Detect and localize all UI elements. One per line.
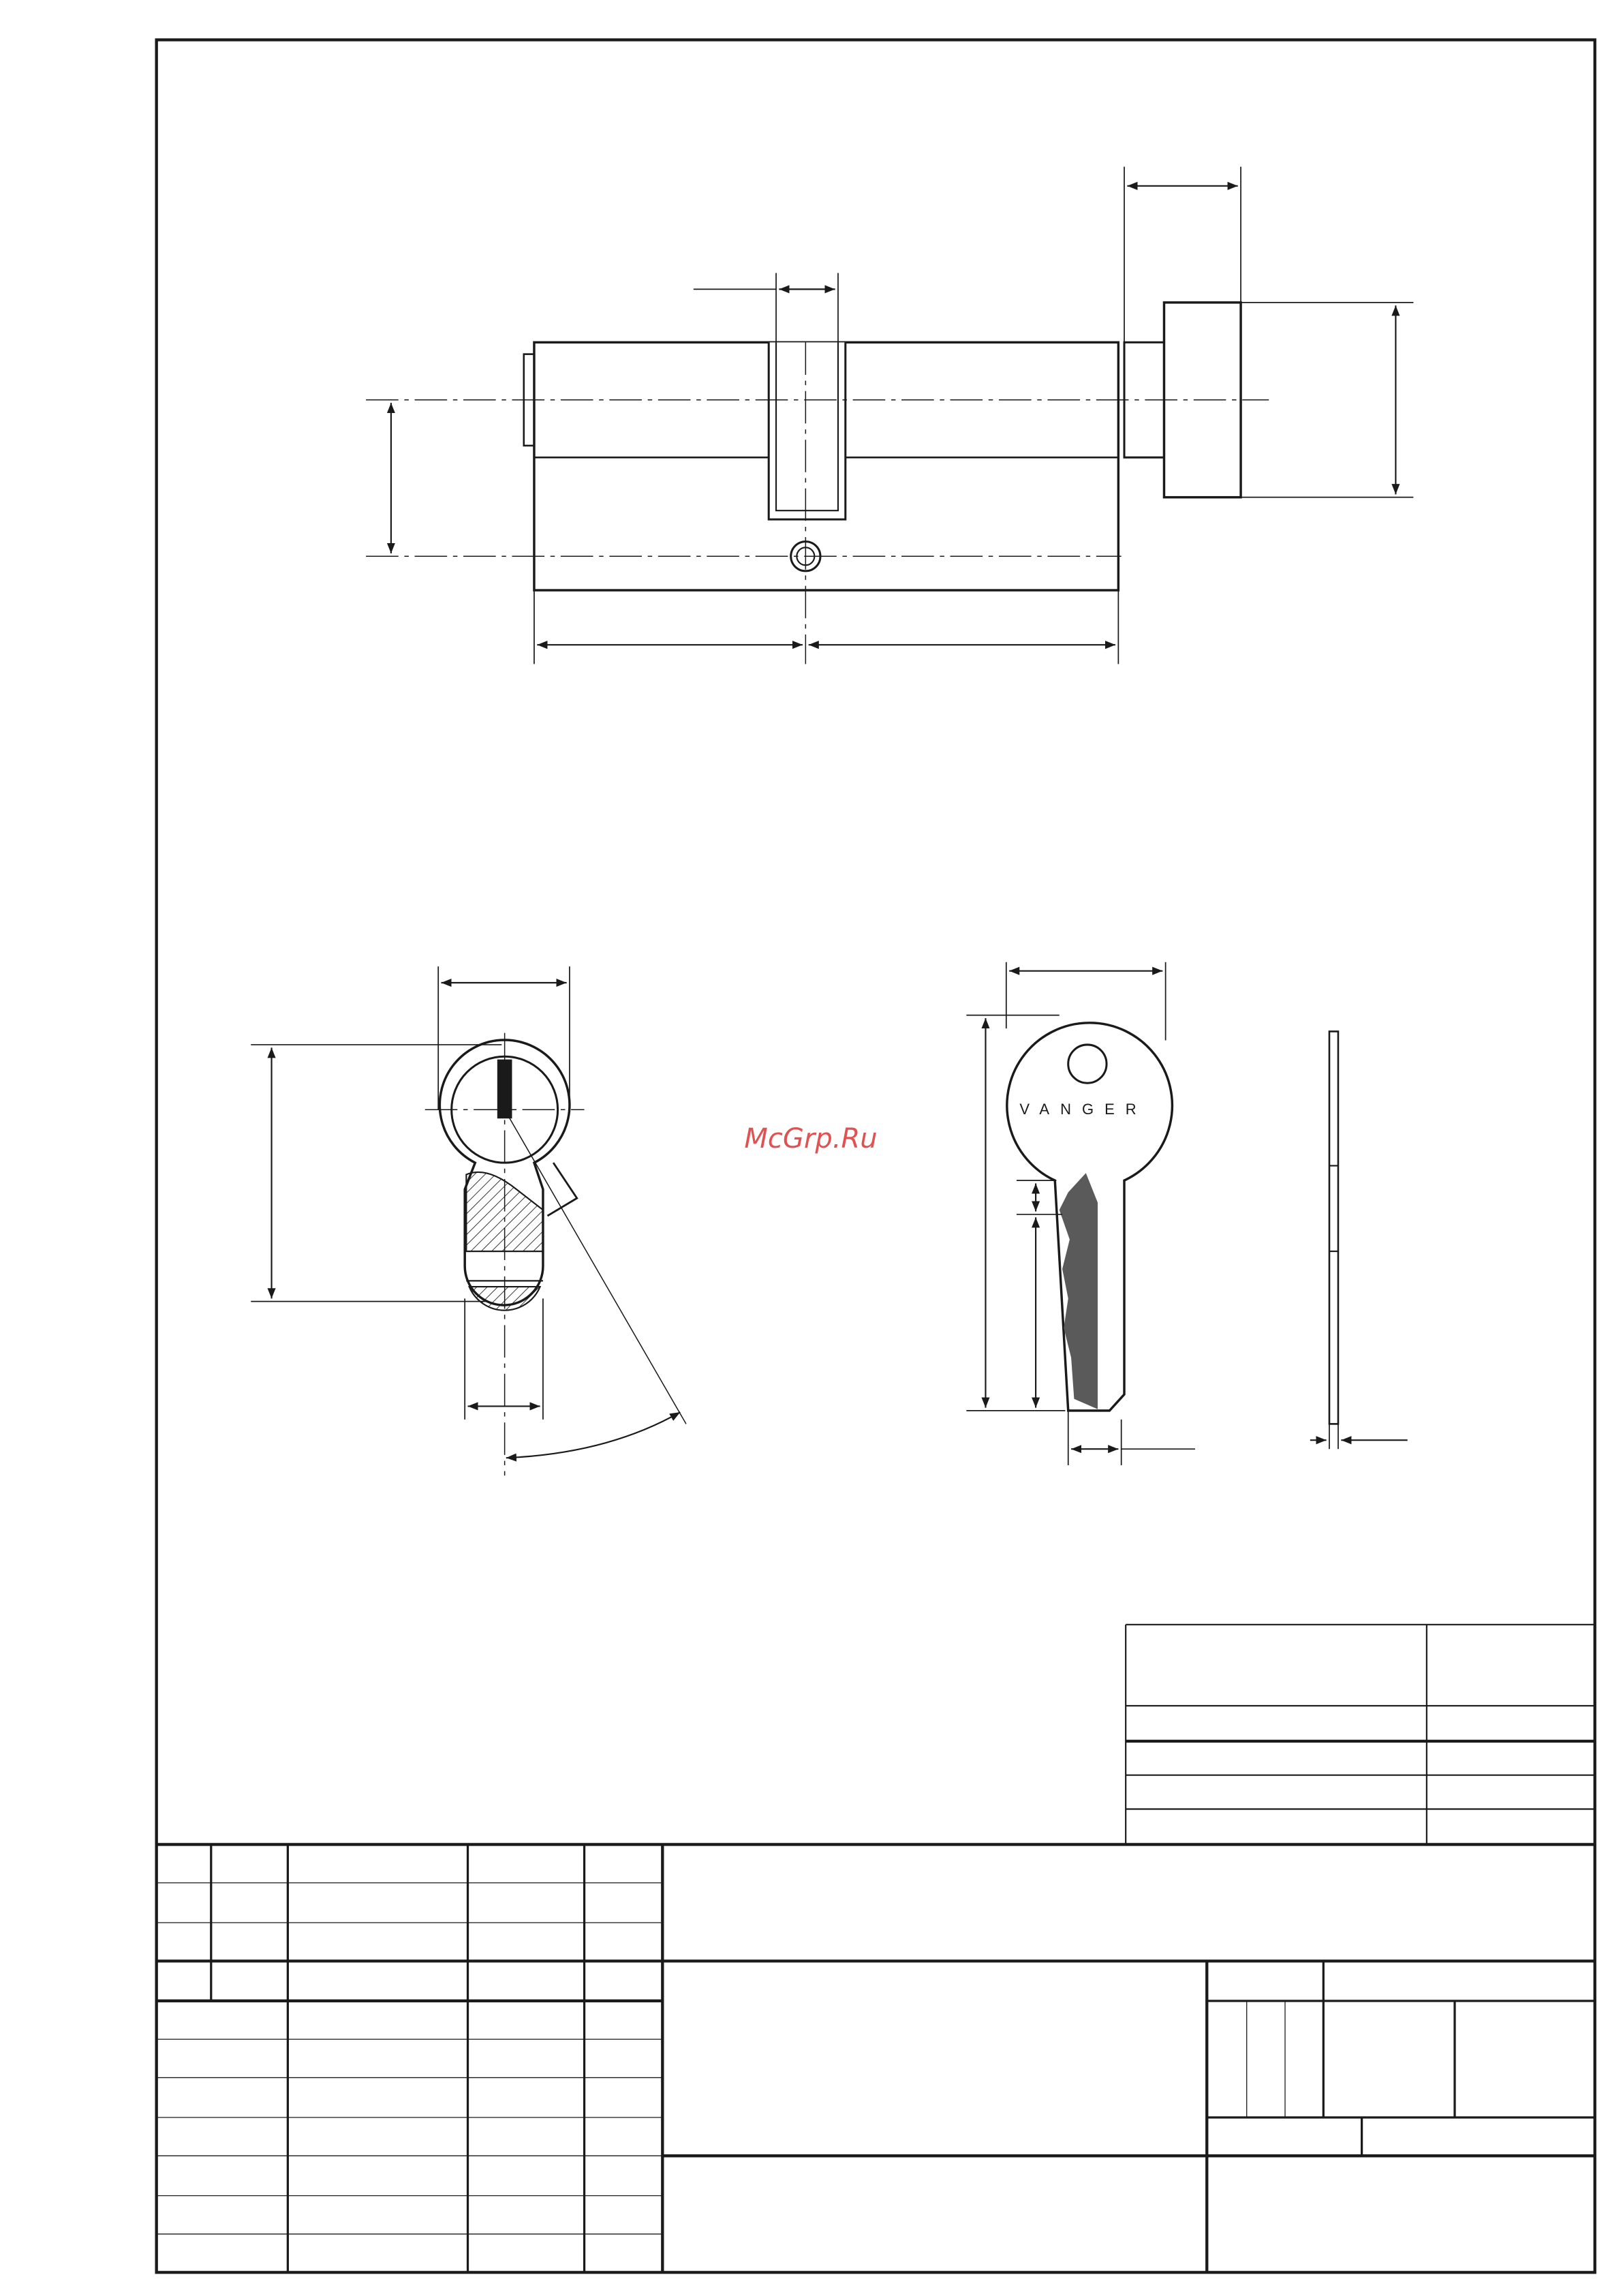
cylinder-profile-view — [251, 966, 686, 1475]
watermark-text: McGrp.Ru — [744, 1123, 878, 1154]
key-front-view — [966, 962, 1195, 1465]
title-block — [157, 1844, 1595, 2272]
drawing-frame — [157, 40, 1595, 2272]
cylinder-side-view — [366, 167, 1413, 664]
key-edge-view — [1310, 1031, 1408, 1449]
key-brand-label: VANGER — [1019, 1101, 1147, 1118]
spec-table — [1126, 1625, 1595, 1845]
